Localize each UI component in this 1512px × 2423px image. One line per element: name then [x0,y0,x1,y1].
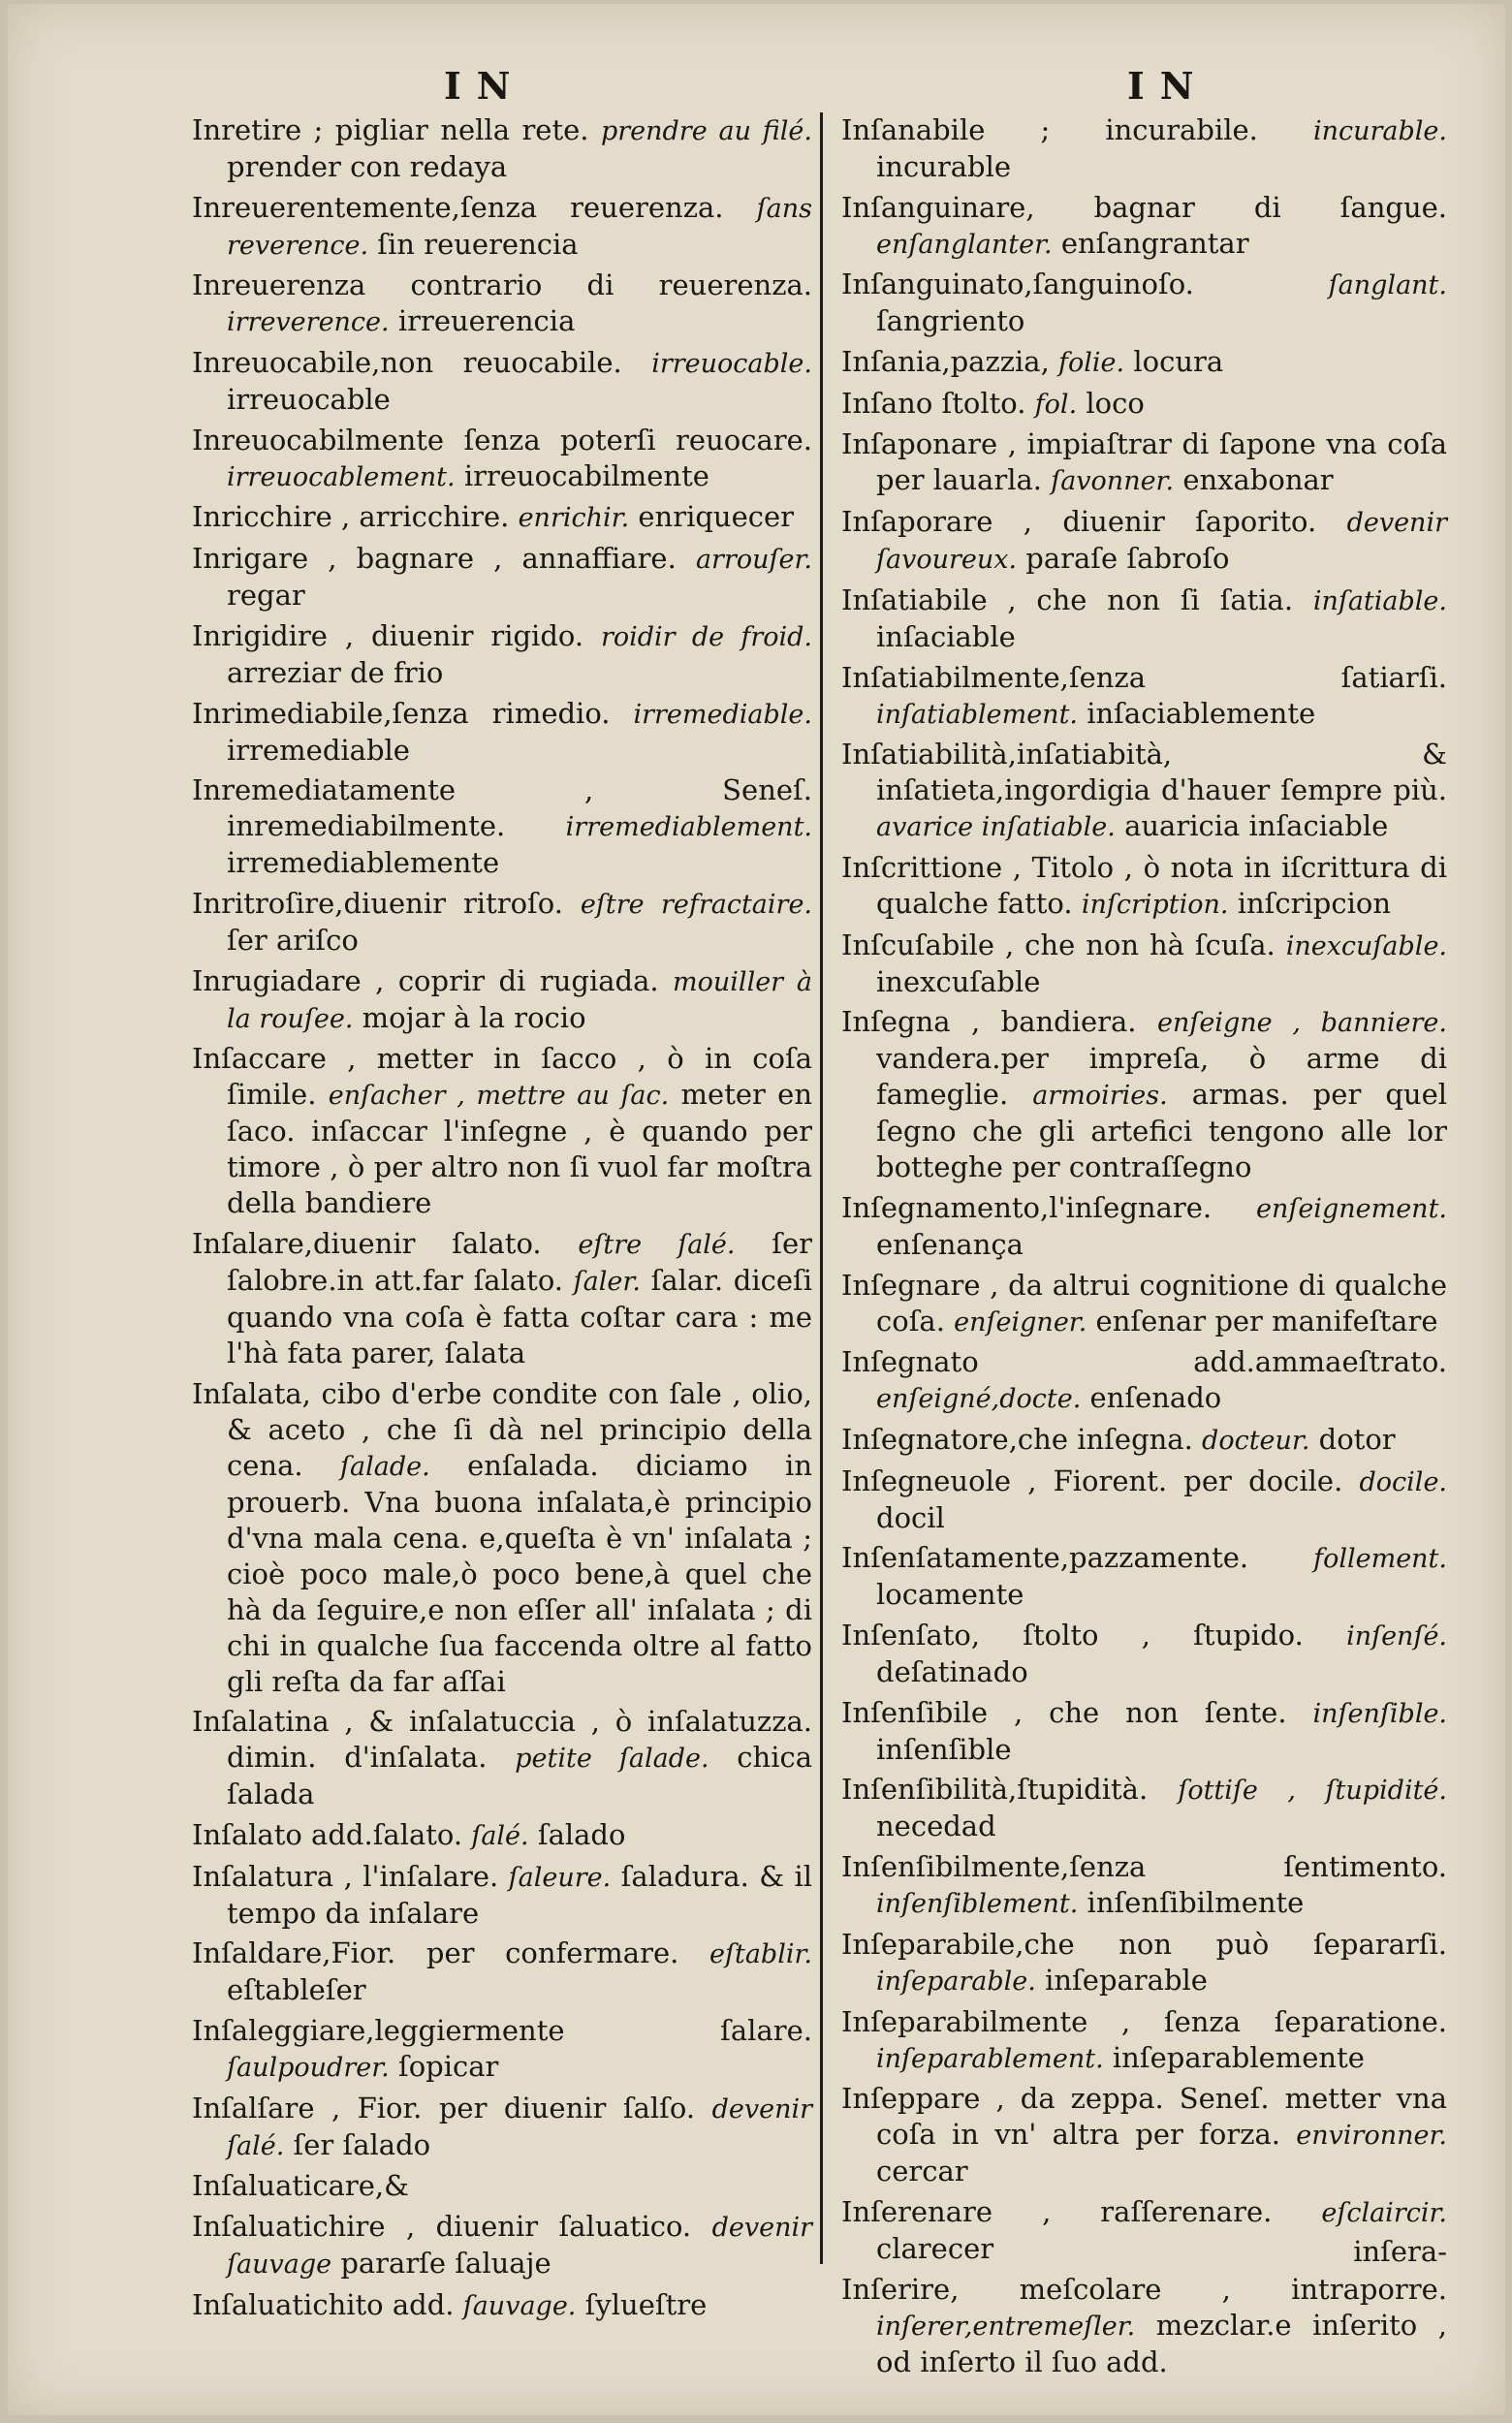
spanish-gloss: ſer ariſco [227,923,359,957]
spanish-gloss: vandera.per impreſa, ò arme di fameglie. [876,1042,1447,1112]
french-gloss: inſenſé. [1346,1621,1448,1652]
spanish-gloss: inſaciablemente [1087,696,1316,730]
french-gloss: irreuocable. [651,349,812,380]
headword: Inreuocabile,non reuocabile. [192,346,622,380]
headword: Inſaleggiare,leggiermente ſalare. [192,2014,812,2048]
french-gloss: armoiries. [1032,1081,1168,1112]
dictionary-entry [841,1463,1447,1536]
french-gloss: enſeigné,docte. [876,1384,1082,1415]
headword: Inſano ſtolto. [841,386,1026,420]
spanish-gloss: loco [1086,386,1145,420]
french-gloss: devenir ſalé. [227,2093,813,2161]
running-header [8,64,1505,112]
spanish-gloss: enſenança [876,1227,1024,1261]
headword: Inſatiabile , che non ſi ſatia. [841,582,1294,616]
dictionary-entry [192,1704,812,1812]
spanish-gloss: ſangriento [876,304,1025,338]
french-gloss: docteur. [1202,1426,1310,1456]
right-column [841,112,1447,2384]
dictionary-entry [841,190,1447,263]
french-gloss: enſeigner. [954,1306,1087,1337]
dictionary-entry [192,886,812,959]
french-gloss: ſavonner. [1051,466,1175,497]
french-gloss: devenir ſauvage [227,2213,813,2281]
spanish-gloss: paraſe ſabroſo [1025,542,1230,576]
headword: Inſaccare , metter in ſacco , ò in coſa ſimile. [192,1042,812,1112]
spanish-gloss: locamente [876,1578,1024,1612]
dictionary-entry [192,112,812,185]
french-gloss: enrichir. [518,503,630,534]
french-gloss: irreverence. [227,307,390,338]
french-gloss: enſeignement. [1255,1193,1447,1224]
dictionary-entry [841,1695,1447,1768]
dictionary-entry [841,737,1447,845]
dictionary-entry [841,426,1447,499]
headword: Inſcuſabile , che non hà ſcuſa. [841,928,1276,961]
headword: Inſenſatamente,pazzamente. [841,1541,1249,1575]
spanish-gloss: chica ſalada [227,1741,813,1811]
left-column [192,112,812,2329]
spanish-gloss: inſcripcion [1237,886,1392,920]
dictionary-entry [192,1817,812,1854]
dictionary-entry [192,772,812,881]
dictionary-entry [841,504,1447,578]
spanish-gloss: arreziar de frio [227,655,444,689]
headword: Inritroſire,diuenir ritroſo. [192,886,563,920]
spanish-gloss: inexcuſable [876,964,1041,998]
dictionary-entry [841,2004,1447,2077]
dictionary-page [8,4,1505,2415]
french-gloss: inſeparable. [876,1966,1036,1997]
spanish-gloss: ſaladura. & il tempo da inſalare [227,1859,813,1930]
french-gloss: eſtre ſalé. [578,1229,736,1260]
spanish-gloss: prender con redaya [227,150,508,183]
french-gloss: follement. [1313,1544,1447,1575]
dictionary-entry [192,2209,812,2282]
dictionary-entry [192,1041,812,1221]
headword: Inſegnare , da altrui cognitione di qualche coſa. [841,1268,1447,1337]
french-gloss: enſacher , mettre au ſac. [328,1081,670,1112]
headword: Inſeparabile,che non può ſepararſi. [841,1927,1447,1961]
dictionary-entry [841,1190,1447,1263]
spanish-gloss: ſopicar [397,2050,499,2084]
dictionary-entry [841,660,1447,733]
spanish-gloss: inſeparable [1045,1963,1208,1997]
headword: Inſaluaticare,& [192,2169,409,2203]
catchword: inſera- [1353,2235,1447,2268]
headword: Inſegneuole , Fiorent. per docile. [841,1463,1343,1497]
spanish-gloss: irreuerencia [397,304,576,338]
dictionary-entry [841,1422,1447,1459]
dictionary-entry [192,2168,812,2204]
headword: Inſerire, meſcolare , intraporre. [841,2272,1447,2306]
spanish-gloss: auaricia inſaciable [1124,809,1389,843]
headword: Inſegna , bandiera. [841,1005,1137,1039]
french-gloss: inſeparablement. [876,2043,1104,2074]
dictionary-entry [841,1344,1447,1417]
french-gloss: docile. [1359,1466,1448,1497]
french-gloss: roidir de froid. [600,621,812,652]
dictionary-entry [192,267,812,340]
dictionary-entry [841,344,1447,381]
french-gloss: inſcription. [1081,889,1229,920]
dictionary-entry [841,850,1447,923]
spanish-gloss: ſalar. diceſi quando vna coſa è fatta coſtar cara : me l'hà fata parer, ſalata [227,1263,813,1369]
french-gloss: irreuocablement. [227,461,456,492]
spanish-gloss: meter en ſaco. inſaccar l'inſegne , è quando per timore , ò per altro non ſi vuol far moſtra della bandiere [227,1078,813,1220]
dictionary-entry [841,2272,1447,2380]
french-gloss: ſanglant. [1328,270,1447,301]
french-gloss: inexcuſable. [1285,930,1447,961]
french-gloss: ſaler. [573,1266,641,1297]
spanish-gloss: enſenar per manifeſtare [1095,1304,1438,1337]
spanish-gloss: deſatinado [876,1655,1028,1689]
dictionary-entry [192,2287,812,2324]
dictionary-entry [841,1772,1447,1844]
french-gloss: fol. [1034,389,1078,420]
french-gloss: eſtre refractaire. [580,889,812,920]
spanish-gloss: enſangrantar [1060,226,1249,260]
headword: Inſeppare , da zeppa. Seneſ. metter vna coſa in vn' altra per forza. [841,2082,1447,2152]
dictionary-entry [192,1226,812,1371]
headword: Inremediatamente , Seneſ. inremediabilmente. [192,773,812,843]
french-gloss: inſenſiblement. [876,1889,1079,1920]
headword: Inſeparabilmente , ſenza ſeparatione. [841,2004,1447,2038]
french-gloss: eſtablir. [709,1939,812,1970]
headword: Inrigare , bagnare , annaffiare. [192,542,677,576]
french-gloss: inſerer,entremeſler. [876,2311,1136,2342]
headword: Inſaldare,Fior. per confermare. [192,1936,679,1970]
headword: Inſenſato, ſtolto , ſtupido. [841,1619,1304,1652]
spanish-gloss: ſalado [537,1818,626,1851]
dictionary-entry [192,345,812,418]
french-gloss: petite ſalade. [515,1744,709,1775]
spanish-gloss: necedad [876,1809,996,1843]
headword: Inſcrittione , Titolo , ò nota in iſcrittura di qualche fatto. [841,850,1447,920]
french-gloss: avarice inſatiable. [876,812,1116,843]
spanish-gloss: ſylueſtre [584,2287,708,2321]
headword: Inricchire , arricchire. [192,500,510,534]
french-gloss: irremediablement. [565,812,812,843]
header-left: IN [444,64,526,108]
french-gloss: ſaulpoudrer. [227,2053,390,2084]
spanish-gloss: enſalada. diciamo in prouerb. Vna buona inſalata,è principio d'vna mala cena. e,queſta è vn' inſalata ; cioè poco male,ò poco bene,à quel che hà da ſeguire,e non eſſer all' inſalata ; di chi in qualche ſua faccenda oltre al fatto gli reſta da far aſſai [227,1448,812,1698]
dictionary-entry [192,541,812,614]
dictionary-entry [192,2091,812,2164]
spanish-gloss: dotor [1318,1423,1396,1456]
french-gloss: incurable. [1312,116,1447,146]
dictionary-entry [192,423,812,495]
header-right: IN [1127,64,1210,108]
headword: Inreuocabilmente ſenza poterſi reuocare. [192,423,812,456]
headword: Inſaponare , impiaſtrar di ſapone vna coſa per lauarla. [841,427,1447,497]
french-gloss: ſalé. [471,1821,529,1851]
spanish-gloss: regar [227,579,305,613]
headword: Inrigidire , diuenir rigido. [192,618,584,652]
headword: Inreuerentemente,ſenza reuerenza. [192,190,724,224]
french-gloss: inſatiablement. [876,699,1078,730]
french-gloss: ſottiſe , ſtupidité. [1178,1776,1447,1807]
headword: Inrimediabile,ſenza rimedio. [192,696,611,730]
dictionary-entry [841,2081,1447,2189]
headword: Inretire ; pigliar nella rete. [192,113,589,146]
headword: Inſanguinare, bagnar di ſangue. [841,190,1447,224]
dictionary-entry [192,190,812,264]
headword: Inſaluatichire , diuenir ſaluatico. [192,2210,692,2244]
french-gloss: ſauvage. [462,2290,577,2321]
spanish-gloss: cercar [876,2155,968,2188]
headword: Inſegnato add.ammaeſtrato. [841,1345,1447,1379]
french-gloss: arrouſer. [695,545,812,576]
spanish-gloss: incurable [876,150,1012,183]
dictionary-entry [841,582,1447,655]
dictionary-entry [841,1849,1447,1922]
dictionary-entry [192,1859,812,1932]
spanish-gloss: enxabonar [1182,463,1334,497]
french-gloss: folie. [1058,348,1125,379]
dictionary-entry [841,267,1447,339]
spanish-gloss: docil [876,1500,945,1534]
headword: Inſalato add.ſalato. [192,1818,463,1851]
french-gloss: mouiller à la rouſee. [227,966,813,1034]
headword: Inſaluatichito add. [192,2287,455,2321]
dictionary-entry [192,618,812,691]
headword: Inſanabile ; incurabile. [841,113,1258,146]
spanish-gloss: clarecer [876,2231,994,2265]
headword: Inſalata, cibo d'erbe condite con ſale , olio, & aceto , che ſi dà nel principio della cena. [192,1376,812,1482]
spanish-gloss: ſin reuerencia [377,227,579,261]
dictionary-entry [841,386,1447,423]
headword: Inſalare,diuenir ſalato. [192,1226,542,1260]
spanish-gloss: irremediablemente [227,846,500,880]
french-gloss: enſeigne , banniere. [1156,1008,1447,1039]
spanish-gloss: inſenſible [876,1732,1012,1766]
spanish-gloss: eſtableſer [227,1973,366,2007]
french-gloss: ſalade. [340,1451,430,1482]
spanish-gloss: armas. per quel ſegno che gli artefici tengono alle lor botteghe per contraſſegno [876,1078,1448,1184]
french-gloss: prendre au filé. [600,116,812,146]
french-gloss: ſans reverence. [227,193,812,261]
spanish-gloss: enriquecer [638,500,795,534]
spanish-gloss: inſeparablemente [1112,2040,1365,2074]
spanish-gloss: mezclar.e inſerito , od inſerto il ſuo add. [876,2308,1448,2378]
dictionary-entry [192,963,812,1037]
headword: Inrugiadare , coprir di rugiada. [192,963,659,997]
headword: Inſatiabilità,inſatiabità, & inſatieta,ingordigia d'hauer ſempre più. [841,738,1447,807]
french-gloss: eſclaircir. [1321,2197,1448,2228]
french-gloss: inſenſible. [1312,1698,1448,1729]
dictionary-entry [841,1540,1447,1613]
dictionary-entry [841,1268,1447,1340]
spanish-gloss: ſer ſalado [293,2127,431,2161]
headword: Inſalatina , & inſalatuccia , ò inſalatuzza. dimin. d'inſalata. [192,1705,812,1775]
spanish-gloss: enſenado [1089,1381,1222,1415]
french-gloss: environner. [1296,2121,1447,2152]
french-gloss: enſanglanter. [876,229,1053,260]
headword: Inſania,pazzia, [841,345,1050,379]
dictionary-entry [841,1618,1447,1690]
dictionary-entry [192,499,812,536]
dictionary-entry [841,1927,1447,1999]
spanish-gloss: irreuocable [227,383,391,417]
french-gloss: ſaleure. [508,1862,612,1893]
spanish-gloss: locura [1133,345,1224,379]
headword: Inſaporare , diuenir ſaporito. [841,505,1317,539]
dictionary-entry [192,696,812,769]
headword: Inſanguinato,ſanguinoſo. [841,267,1194,301]
headword: Inſerenare , raſſerenare. [841,2194,1273,2228]
headword: Inſalſare , Fior. per diuenir ſalſo. [192,2091,696,2124]
spanish-gloss: pararſe ſaluaje [340,2247,551,2281]
spanish-gloss: mojar à la rocio [362,1000,586,1034]
french-gloss: irremediable. [633,699,812,730]
spanish-gloss: irreuocabilmente [463,458,709,492]
headword: Inſenſibilmente,ſenza ſentimento. [841,1850,1447,1884]
spanish-gloss: ſer ſalobre.in att.far ſalato. [227,1226,812,1297]
headword: Inſegnamento,l'inſegnare. [841,1190,1213,1224]
dictionary-entry [192,2013,812,2086]
spanish-gloss: inſenſibilmente [1087,1886,1305,1920]
spanish-gloss: irremediable [227,733,410,767]
dictionary-entry [192,1935,812,2008]
headword: Inſalatura , l'inſalare. [192,1859,499,1893]
headword: Inreuerenza contrario di reuerenza. [192,268,812,302]
dictionary-entry [841,928,1447,1000]
headword: Inſenſibile , che non ſente. [841,1695,1287,1729]
spanish-gloss: inſaciable [876,619,1016,653]
french-gloss: inſatiable. [1312,585,1447,616]
headword: Inſegnatore,che inſegna. [841,1423,1193,1456]
dictionary-entry [841,112,1447,185]
headword: Inſenſibilità,ſtupidità. [841,1773,1149,1807]
dictionary-entry [841,1004,1447,1185]
column-divider [820,112,823,2264]
dictionary-entry [192,1376,812,1700]
headword: Inſatiabilmente,ſenza ſatiarſi. [841,660,1447,694]
french-gloss: devenir ſavoureux. [876,508,1447,576]
